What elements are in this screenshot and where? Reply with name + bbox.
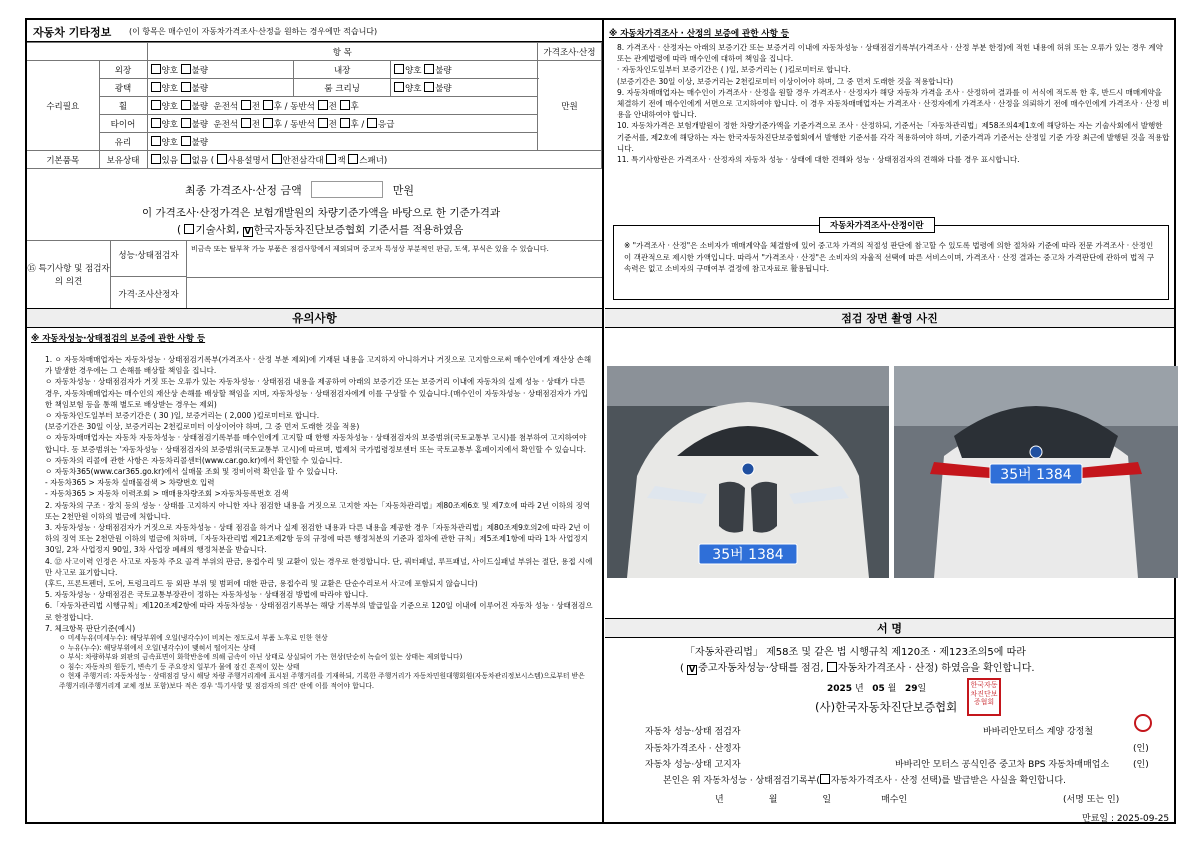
notice-item: (보증기간은 30일 이상, 보증거리는 2천킬로미터 이상이어야 하며, 그 중 먼저 도래한 것을 적용) bbox=[45, 422, 360, 432]
notice-item: 1. ㅇ 자동차매매업자는 자동차성능 · 상태점검기록부(가격조사 · 산정 부분 제외)에 기재된 내용을 고지하지 아니하거나 거짓으로 고지함으로써 매수인에게 재산상 손해가 발생한 경우에는 그 손해를 배상할 책임을 집니다. bbox=[45, 355, 592, 376]
notice-item: ㅇ 자동차인도일부터 보증기간은 ( 30 )일, 보증거리는 ( 2,000 )킬로미터로 합니다. bbox=[45, 411, 320, 421]
wheel-good-checkbox[interactable] bbox=[151, 100, 161, 110]
ext-good-checkbox[interactable] bbox=[151, 64, 161, 74]
rear-photo bbox=[894, 366, 1178, 578]
def-title: 자동차가격조사·산정이란 bbox=[819, 217, 935, 233]
sign-date: 2025 년 05 월 29일 bbox=[827, 684, 927, 694]
row-gloss: 광택 bbox=[99, 79, 147, 97]
r1-label: 자동차 성능·상태 점검자 bbox=[645, 727, 741, 737]
notice-item: - 자동차365 > 자동차 실매물검색 > 차량번호 입력 bbox=[45, 478, 215, 488]
glass-good-checkbox[interactable] bbox=[151, 136, 161, 146]
notice-item: ㅇ 자동차의 리콜에 관한 사항은 자동차리콜센터(www.car.go.kr)에서 확인할 수 있습니다. bbox=[45, 455, 343, 465]
base-line: 이 가격조사·산정가격은 보험개발원의 차량기준가액을 바탕으로 한 기준가격과 bbox=[142, 207, 501, 219]
source-line: ( 기술사회, V 한국자동차진단보증협회 기준서를 적용하였음 bbox=[177, 224, 464, 236]
guar-items bbox=[617, 42, 1170, 165]
notice-item: - 자동차365 > 자동차 이력조회 > 매매용차량조회 >자동차등록번호 검색 bbox=[45, 489, 289, 499]
gloss-bad-checkbox[interactable] bbox=[181, 82, 191, 92]
row-int: 내장 bbox=[294, 61, 391, 79]
gloss-good-checkbox[interactable] bbox=[151, 82, 161, 92]
op-price-label: 가격·조사산정자 bbox=[111, 277, 187, 313]
wheel-bad-checkbox[interactable] bbox=[181, 100, 191, 110]
rear-plate: 35버 1384 bbox=[1000, 467, 1072, 483]
int-good-checkbox[interactable] bbox=[394, 64, 404, 74]
op-perf-text: 비금속 또는 탈부착 가능 부품은 점검사항에서 제외되며 중고차 특성상 부분적인 판금, 도색, 부식은 있을 수 있습니다. bbox=[191, 245, 549, 253]
notice-item: 6.「자동차관리법 시행규칙」제120조제2항에 따라 자동차성능 · 상태점검기록부는 해당 기록부의 발급일을 기준으로 120일 이내에 이루어진 자동차 성능 · 상태점검으로 한정합니다. bbox=[45, 601, 593, 622]
r4-price-checkbox[interactable] bbox=[820, 774, 830, 784]
tire-driver-front-checkbox[interactable] bbox=[241, 118, 251, 128]
r3-seal: (인) bbox=[1133, 760, 1149, 770]
r4-line: 본인은 위 자동차성능 · 상태점검기록부( 자동차가격조사 · 산정 선택)를 발급받은 사실을 확인합니다. bbox=[663, 776, 1066, 786]
col-price: 가격조사·산정 bbox=[538, 43, 602, 61]
crit-item: ㅇ 누유(누수): 해당부위에서 오일(냉각수)이 맺혀서 떨어지는 상태 bbox=[59, 643, 256, 652]
int-bad-checkbox[interactable] bbox=[424, 64, 434, 74]
guar-title: ※ 자동차가격조사 · 산정의 보증에 관한 사항 등 bbox=[609, 29, 790, 39]
guar-item: 9. 자동차매매업자는 매수인이 가격조사 · 산정을 원할 경우 가격조사 · 산정자가 해당 자동차 가격을 조사 · 산정하여 결과를 이 서식에 적도록 한 후, 반드시 매매계약을 체결하기 전에 매수인에게 서면으로 고지하여야 합니다. 이 경우 자동차매매업자는 가격조사 · 산정자에게 가격조사 · 산정을 의뢰하기 전에 매수인에게 가격조사 · 산정 비용을 안내하여야 합니다. bbox=[617, 87, 1170, 120]
left-column bbox=[27, 20, 604, 822]
etc-note: (이 항목은 매수인이 자동차가격조사·산정을 원하는 경우에만 적습니다) bbox=[129, 27, 378, 36]
buyer-row: 년 월 일 매수인 bbox=[715, 795, 908, 805]
notice-sub: ※ 자동차성능·상태점검의 보증에 관한 사항 등 bbox=[31, 334, 206, 344]
room-good-checkbox[interactable] bbox=[394, 82, 404, 92]
assoc-checkbox[interactable]: V bbox=[244, 227, 251, 236]
assoc-name: (사)한국자동차진단보증협회 bbox=[815, 700, 958, 714]
notice-item: ㅇ 자동차성능 · 상태점검자가 거짓 또는 오류가 있는 자동차성능 · 상태점검 내용을 제공하여 아래의 보증기간 또는 보증거리 이내에 자동차의 실제 성능 · 상태가 다른 경우, 자동차매매업자는 매수인의 재산상 손해를 배상할 책임을 지며, 자동차성능 · 상태점검자에게 이를 구상할 수 있습니다.(매수인이 자동차성능 · 상태점검자가 가입한 책임보험 등을 통해 별도로 배상받는 경우는 제외) bbox=[45, 377, 589, 409]
wheel-pass-rear-checkbox[interactable] bbox=[340, 100, 350, 110]
front-car-image bbox=[607, 366, 889, 578]
row-ext: 외장 bbox=[99, 61, 147, 79]
r1-name: 바바리안모터스 계양 강정철 bbox=[983, 727, 1094, 737]
price-won: 만원 bbox=[538, 61, 602, 151]
r3-name: 바바리안 모터스 공식인증 중고차 BPS 자동차매매업소 bbox=[895, 760, 1110, 770]
notice-item: ㅇ 자동차365(www.car365.go.kr)에서 실매물 조회 및 정비이력 확인을 할 수 있습니다. bbox=[45, 467, 338, 477]
notice-item: ㅇ 자동차매매업자는 자동차 자동차성능 · 상태점검기록부를 매수인에게 고지할 때 한행 자동차성능 · 상태점검자의 보증범위(국토교통부 고시)를 첨부하여 고지하여야 합니다. 동 보증범위는 '자동차성능 · 상태점검자의 보증범위(국토교통부 고시)에 따르며, 법제처 국가법령정보센터 또는 국토교통부 홈페이지에서 확인할 수 있습니다. bbox=[45, 433, 587, 454]
assoc-stamp: 한국자동차진단보증협회 bbox=[967, 678, 1001, 716]
row-tire: 타이어 bbox=[99, 115, 147, 133]
notice-header: 유의사항 bbox=[27, 308, 602, 328]
notice-item: 5. 자동차성능 · 상태점검은 국토교통부장관이 정하는 자동차성능 · 상태점검 방법에 따라야 합니다. bbox=[45, 590, 369, 600]
tire-good-checkbox[interactable] bbox=[151, 118, 161, 128]
spanner-checkbox[interactable] bbox=[348, 154, 358, 164]
tire-pass-front-checkbox[interactable] bbox=[318, 118, 328, 128]
none-checkbox[interactable] bbox=[181, 154, 191, 164]
opinion-section bbox=[27, 240, 602, 312]
notice-item: (후드, 프론트펜더, 도어, 트렁크리드 등 외판 부위 및 범퍼에 대한 판금, 용접수리 및 교환은 단순수리로서 사고에 포함되지 않습니다) bbox=[45, 579, 478, 589]
front-photo bbox=[607, 366, 889, 578]
guar-item: (보증기간은 30일 이상, 보증거리는 2천킬로미터 이상이어야 하며, 그 중 먼저 도래한 것을 적용합니다) bbox=[617, 76, 954, 86]
basic-label: 기본품목 bbox=[27, 151, 99, 169]
notice-item: 3. 자동차성능 · 상태점검자가 거짓으로 자동차성능 · 상태 점검을 하거나 실제 점검한 내용과 다른 내용을 제공한 경우「자동차관리법」제80조제9호의2에 따라 2년 이하의 징역 또는 2천만원 이하의 벌금에 처하며,「자동차관리법 제21조제2항 등의 규정에 따른 행정처분의 기준과 절차에 관한 규칙」제5조제1항에 따라 1차 사업정지 30일, 2차 사업정지 90일, 3차 사업장 폐쇄의 행정처분을 받습니다. bbox=[45, 523, 591, 555]
glass-bad-checkbox[interactable] bbox=[181, 136, 191, 146]
jack-checkbox[interactable] bbox=[326, 154, 336, 164]
final-price-row: 최종 가격조사·산정 금액 만원 bbox=[185, 181, 414, 198]
row-glass: 유리 bbox=[99, 133, 147, 151]
def-text: ※ "가격조사 · 산정"은 소비자가 매매계약을 체결함에 있어 중고차 가격의 적절성 판단에 참고할 수 있도록 법령에 의한 절차와 기준에 따라 전문 가격조사 · 산정인이 객관적으로 제시한 가액입니다. 따라서 "가격조사 · 산정"은 소비자의 자율적 선택에 따른 서비스이며, 가격조사 · 산정 결과는 중고차 가격판단에 관하여 법적 구속력은 없고 소비자의 구매여부 결정에 참고자료로 활용됩니다. bbox=[624, 241, 1155, 273]
guar-item: 8. 가격조사 · 산정자는 아래의 보증기간 또는 보증거리 이내에 자동차성능 · 상태점검기록부(가격조사 · 산정 부분 한정)에 적힌 내용에 허위 또는 오류가 있는 경우 계약 또는 관계법령에 따라 매수인에 대하여 책임을 집니다. bbox=[617, 43, 1163, 64]
tire-spare-checkbox[interactable] bbox=[367, 118, 377, 128]
final-price-field[interactable] bbox=[311, 181, 383, 198]
etc-table: 항 목 가격조사·산정 수리필요 외장 양호 불량 내장 양호 불량 만원 광택 양호 불량 룸 크리닝 양호 불량 휠 양호 불량 운전석 전 후 / 동반석 전 후 타이어 양호 불량 운전석 전 후 / 동반석 전 후 / 응급 유리 양호 불량 기본품목 보유상태 있음 없음 ( 사용설명서 안전삼각대 잭 스패너) bbox=[27, 42, 602, 169]
buyer-sign: (서명 또는 인) bbox=[1063, 795, 1120, 805]
crit-item: ㅇ 부식: 차량하부와 외판의 금속표면이 화학반응에 의해 금속이 아닌 상태로 상실되어 가는 현상(단순히 녹슬어 있는 상태는 제외합니다) bbox=[59, 653, 463, 662]
price-check-checkbox[interactable] bbox=[827, 662, 837, 672]
etc-header bbox=[27, 20, 602, 42]
front-plate: 35버 1384 bbox=[712, 547, 784, 563]
def-box bbox=[613, 221, 1169, 300]
tire-driver-rear-checkbox[interactable] bbox=[263, 118, 273, 128]
r2-seal: (인) bbox=[1133, 744, 1149, 754]
seal-stamp bbox=[1134, 714, 1152, 732]
r2-label: 자동차가격조사 · 산정자 bbox=[645, 744, 741, 754]
r3-label: 자동차 성능·상태 고지자 bbox=[645, 760, 741, 770]
final-price-label: 최종 가격조사·산정 금액 bbox=[185, 184, 302, 197]
perf-check-checkbox[interactable]: V bbox=[688, 665, 696, 674]
wheel-driver-front-checkbox[interactable] bbox=[241, 100, 251, 110]
sign-line2: ( V 중고자동차성능·상태를 점검, 자동차가격조사 · 산정) 하였음을 확인합니다. bbox=[680, 663, 1035, 674]
col-item: 항 목 bbox=[147, 43, 538, 61]
notice-item: 7. 체크항목 판단기준(예시) bbox=[45, 623, 136, 633]
guar-item: · 자동차인도일부터 보증기간은 ( )일, 보증거리는 ( )킬로미터로 합니다. bbox=[617, 65, 851, 75]
guar-item: 11. 특기사항란은 가격조사 · 산정자의 자동차 성능 · 상태에 대한 견해와 성능 · 상태점검자의 견해와 다를 경우 표시합니다. bbox=[617, 155, 1020, 165]
crit-item: ㅇ 현재 주행거리: 자동차성능 · 상태점검 당시 해당 차량 주행거리계에 표시된 주행거리를 기재하되, 기록한 주행거리가 자동차민원대행회원(자동차관리정보시스템)으로부터 받은 주행거리(주행거리계 교체 정보 포함)보다 적은 경우 '특기사항 및 점검자의 의견' 란에 이를 적어야 합니다. bbox=[59, 672, 585, 690]
repair-label: 수리필요 bbox=[27, 61, 99, 151]
tire-pass-rear-checkbox[interactable] bbox=[340, 118, 350, 128]
have-checkbox[interactable] bbox=[151, 154, 161, 164]
notice-item: 4. ⑫ 사고이력 인정은 사고로 자동차 주요 골격 부위의 판금, 용접수리 및 교환이 있는 경우로 한정합니다. 단, 쿼터패널, 루프패널, 사이드실패널 부위는 절단, 용접 시에만 사고로 표기합니다. bbox=[45, 556, 593, 577]
rear-car-image bbox=[894, 366, 1178, 578]
row-room: 룸 크리닝 bbox=[294, 79, 391, 97]
right-column bbox=[605, 20, 1174, 822]
triangle-checkbox[interactable] bbox=[272, 154, 282, 164]
op-perf-label: 성능·상태점검자 bbox=[111, 241, 187, 277]
wheel-driver-rear-checkbox[interactable] bbox=[263, 100, 273, 110]
room-bad-checkbox[interactable] bbox=[424, 82, 434, 92]
etc-title: 자동차 기타정보 bbox=[33, 26, 112, 39]
inspection-form-page bbox=[25, 18, 1176, 824]
manual-checkbox[interactable] bbox=[217, 154, 227, 164]
wheel-pass-front-checkbox[interactable] bbox=[318, 100, 328, 110]
notice-item: 2. 자동차의 구조 · 장치 등의 성능 · 상태를 고지하지 아니한 자나 점검한 내용을 거짓으로 고지한 자는「자동차관리법」제80조제6호 및 제7호에 따라 2년 이하의 징역 또는 2천만원 이하의 벌금에 처합니다. bbox=[45, 500, 591, 521]
expiry: 만료일 : 2025-09-25 bbox=[1082, 814, 1170, 824]
row-wheel: 휠 bbox=[99, 97, 147, 115]
tech-society-checkbox[interactable] bbox=[184, 224, 194, 234]
guar-item: 10. 자동차가격은 보험개발원이 정한 차량기준가액을 기준가격으로 조사 · 산정하되, 기준서는「자동차관리법」제58조의4제1호에 해당하는 자는 기술사회에서 발행한 기준서를, 제2호에 해당하는 자는 한국자동차진단보증협회에서 발행한 기준서를 각각 적용하여야 하며, 기준가격과 기준서는 산정일 기준 가장 최근에 발행된 것을 적용합니다. bbox=[617, 121, 1170, 153]
photo-header: 점검 장면 촬영 사진 bbox=[605, 308, 1174, 328]
notice-items bbox=[45, 354, 593, 691]
sign-line1: 「자동차관리법」 제58조 및 같은 법 시행규칙 제120조 · 제123조의5에 따라 bbox=[685, 647, 1026, 658]
row-hold: 보유상태 bbox=[99, 151, 147, 169]
crit-item: ㅇ 침수: 자동차의 원동기, 변속기 등 주요장치 일부가 물에 잠긴 흔적이 있는 상태 bbox=[59, 662, 300, 671]
tire-bad-checkbox[interactable] bbox=[181, 118, 191, 128]
ext-bad-checkbox[interactable] bbox=[181, 64, 191, 74]
opinion-label: ⑮ 특기사항 및 점검자의 의견 bbox=[27, 241, 111, 313]
sign-header: 서 명 bbox=[605, 618, 1174, 638]
crit-item: ㅇ 미세누유(미세누수): 해당부위에 오일(냉각수)이 비치는 정도로서 부품 노후로 인한 현상 bbox=[59, 634, 328, 643]
